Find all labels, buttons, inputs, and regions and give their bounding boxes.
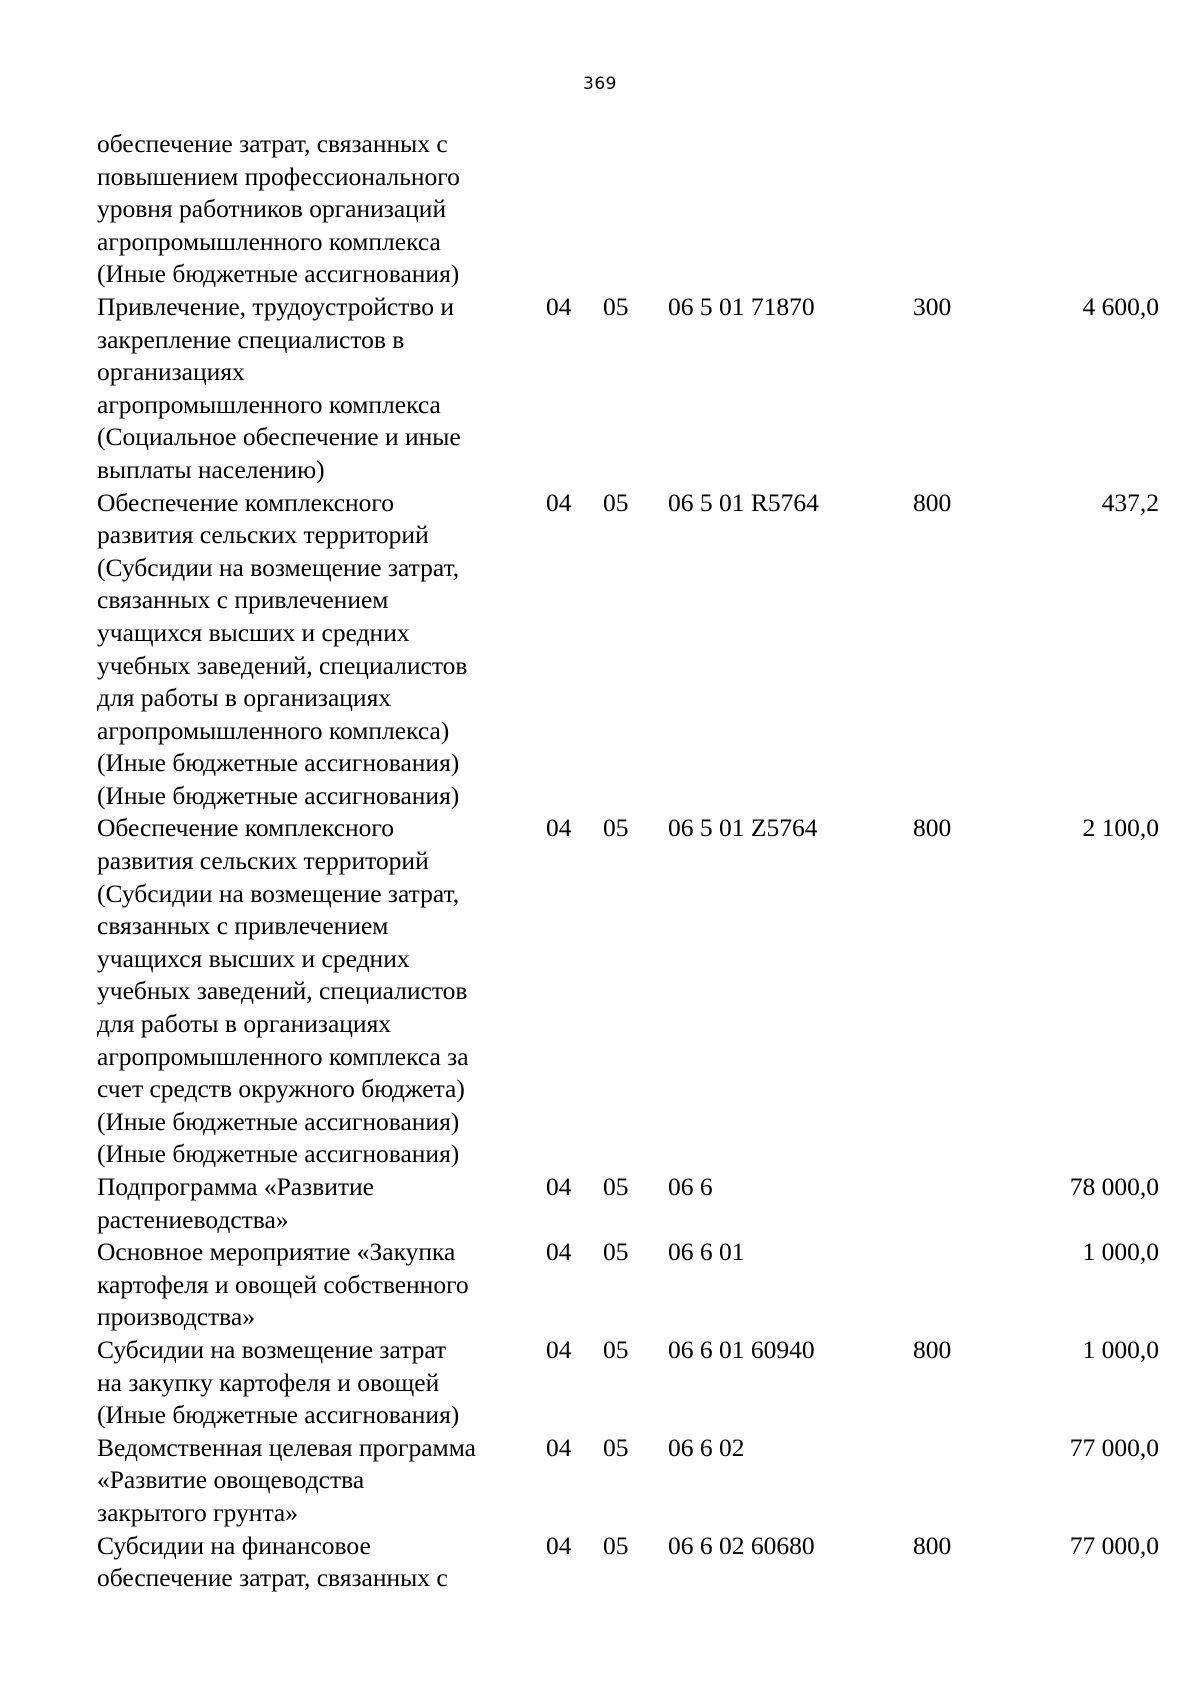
table-row — [97, 487, 1159, 813]
row-target-item-code: 06 6 01 60940 — [668, 1334, 815, 1364]
row-expense-type-code: 800 — [913, 1334, 952, 1364]
row-name: Субсидии на возмещение затрат на закупку картофеля и овощей (Иные бюджетные ассигнования) — [97, 1334, 460, 1430]
table-row — [97, 128, 1159, 291]
row-name: Основное мероприятие «Закупка картофеля и овощей собственного производства» — [97, 1237, 469, 1332]
row-subsection-code: 05 — [603, 291, 629, 321]
table-row — [97, 1334, 1159, 1432]
row-section-code: 04 — [546, 487, 572, 517]
table-row — [97, 1530, 1159, 1595]
row-subsection-code: 05 — [603, 1432, 629, 1462]
row-subsection-code: 05 — [603, 1530, 629, 1560]
row-target-item-code: 06 5 01 R5764 — [668, 487, 819, 517]
row-target-item-code: 06 5 01 71870 — [668, 291, 815, 321]
table-row — [97, 812, 1159, 1171]
row-subsection-code: 05 — [603, 1172, 629, 1201]
row-section-code: 04 — [546, 813, 572, 843]
row-name: Обеспечение комплексного развития сельских территорий (Субсидии на возмещение затрат, связанных с привлечением учащихся высших и средних учебных заведений, специалистов для работы в организациях агропромышленного комплекса за счет средств окружного бюджета) (Иные бюджетные ассигнования) (Иные бюджетные ассигнования) — [97, 813, 469, 1169]
row-amount: 437,2 — [1101, 487, 1159, 517]
row-target-item-code: 06 5 01 Z5764 — [668, 813, 818, 843]
row-section-code: 04 — [546, 1334, 572, 1364]
row-expense-type-code: 800 — [913, 1530, 952, 1560]
row-subsection-code: 05 — [603, 1237, 629, 1267]
row-expense-type-code: 800 — [913, 487, 952, 517]
row-section-code: 04 — [546, 1237, 572, 1267]
row-target-item-code: 06 6 01 — [668, 1237, 745, 1267]
page-number: 369 — [583, 74, 617, 94]
row-amount: 2 100,0 — [1082, 813, 1159, 843]
row-amount: 78 000,0 — [1069, 1172, 1159, 1201]
row-name: Ведомственная целевая программа «Развитие овощеводства закрытого грунта» — [97, 1432, 476, 1527]
table-row — [97, 1432, 1159, 1530]
row-expense-type-code: 300 — [913, 291, 952, 321]
row-section-code: 04 — [546, 1530, 572, 1560]
row-expense-type-code: 800 — [913, 813, 952, 843]
row-subsection-code: 05 — [603, 487, 629, 517]
row-subsection-code: 05 — [603, 813, 629, 843]
row-name: Подпрограмма «Развитие растениеводства» — [97, 1172, 374, 1234]
table-row — [97, 1236, 1159, 1334]
row-name: Привлечение, трудоустройство и закрепление специалистов в организациях агропромышленного комплекса (Социальное обеспечение и иные выплаты населению) — [97, 291, 461, 484]
row-amount: 77 000,0 — [1069, 1530, 1159, 1560]
table-row — [97, 291, 1159, 487]
row-section-code: 04 — [546, 1172, 572, 1201]
budget-table — [97, 128, 1159, 1595]
row-name: обеспечение затрат, связанных с повышением профессионального уровня работников организаций агропромышленного комплекса (Иные бюджетные ассигнования) — [97, 129, 460, 289]
row-name: Субсидии на финансовое обеспечение затрат, связанных с — [97, 1530, 448, 1593]
row-section-code: 04 — [546, 1432, 572, 1462]
row-target-item-code: 06 6 — [668, 1172, 713, 1201]
row-amount: 1 000,0 — [1082, 1237, 1159, 1267]
row-name: Обеспечение комплексного развития сельских территорий (Субсидии на возмещение затрат, связанных с привлечением учащихся высших и средних учебных заведений, специалистов для работы в организациях агропромышленного комплекса) (Иные бюджетные ассигнования) (Иные бюджетные ассигнования) — [97, 487, 468, 810]
row-amount: 1 000,0 — [1082, 1334, 1159, 1364]
row-amount: 4 600,0 — [1082, 291, 1159, 321]
row-target-item-code: 06 6 02 60680 — [668, 1530, 815, 1560]
table-row — [97, 1171, 1159, 1236]
row-section-code: 04 — [546, 291, 572, 321]
row-subsection-code: 05 — [603, 1334, 629, 1364]
row-amount: 77 000,0 — [1069, 1432, 1159, 1462]
row-target-item-code: 06 6 02 — [668, 1432, 745, 1462]
